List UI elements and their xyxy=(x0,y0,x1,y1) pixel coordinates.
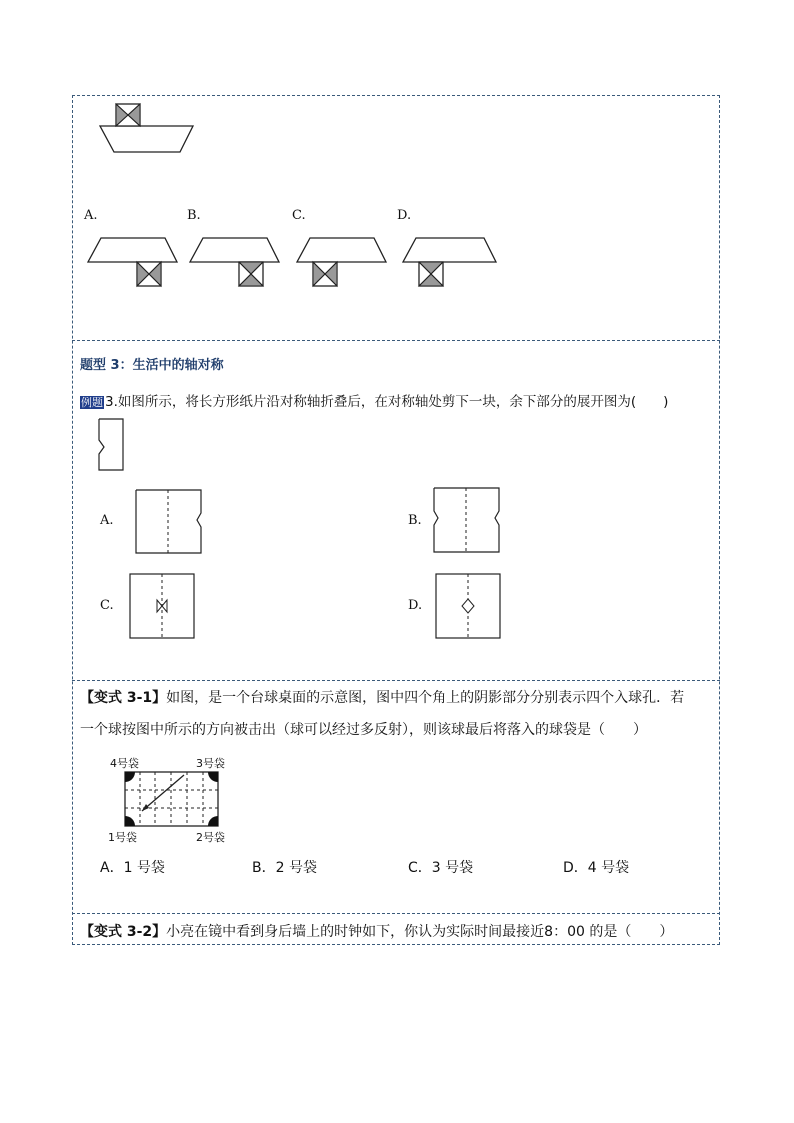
boat-option-a-label: A. xyxy=(84,208,98,223)
boat-option-a-figure xyxy=(87,237,179,289)
paper-option-c-label: C. xyxy=(100,598,114,613)
paper-option-a-label: A. xyxy=(100,513,114,528)
variant-3-1-line2: 一个球按图中所示的方向被击出（球可以经过多反射），则该球最后将落入的球袋是（ ） xyxy=(80,722,647,738)
example-tag: 例题 xyxy=(81,396,103,409)
variant-3-1-line1: 【变式 3-1】如图，是一个台球桌面的示意图，图中四个角上的阴影部分分别表示四个入球孔．若 xyxy=(80,690,685,706)
boat-option-c-label: C. xyxy=(292,208,306,223)
billiard-option-a: A．1 号袋 xyxy=(100,860,165,876)
pocket-4-label: 4号袋 xyxy=(110,757,139,770)
pocket-1-label: 1号袋 xyxy=(108,831,137,844)
divider xyxy=(72,913,720,914)
paper-option-a-figure xyxy=(135,489,207,557)
example-question xyxy=(80,390,668,410)
billiard-option-b: B．2 号袋 xyxy=(252,860,317,876)
boat-option-d-label: D. xyxy=(397,208,412,223)
pocket-3-label: 3号袋 xyxy=(196,757,225,770)
boat-option-b-label: B. xyxy=(187,208,201,223)
variant-3-1-label: 【变式 3-1】 xyxy=(80,690,167,706)
section-title: 题型 3：生活中的轴对称 xyxy=(80,358,224,373)
paper-option-b-label: B. xyxy=(408,513,422,528)
divider xyxy=(72,340,720,341)
boat-option-c-figure xyxy=(296,237,388,289)
divider xyxy=(72,680,720,681)
boat-option-b-figure xyxy=(189,237,281,289)
boat-figure xyxy=(98,102,198,154)
boat-option-d-figure xyxy=(402,237,498,289)
variant-3-2-line: 【变式 3-2】小亮在镜中看到身后墙上的时钟如下，你认为实际时间最接近8：00 的是（ ） xyxy=(80,924,674,940)
variant-3-2-label: 【变式 3-2】 xyxy=(80,924,167,940)
paper-option-b-figure xyxy=(433,487,505,555)
paper-option-d-figure xyxy=(435,573,503,641)
pocket-2-label: 2号袋 xyxy=(196,831,225,844)
example-text: 3.如图所示，将长方形纸片沿对称轴折叠后，在对称轴处剪下一块，余下部分的展开图为( ) xyxy=(105,394,669,410)
folded-paper-figure xyxy=(98,418,126,472)
billiard-option-c: C．3 号袋 xyxy=(408,860,474,876)
billiard-table-figure xyxy=(124,771,220,829)
paper-option-d-label: D. xyxy=(408,598,423,613)
billiard-option-d: D．4 号袋 xyxy=(563,860,630,876)
paper-option-c-figure xyxy=(129,573,197,641)
